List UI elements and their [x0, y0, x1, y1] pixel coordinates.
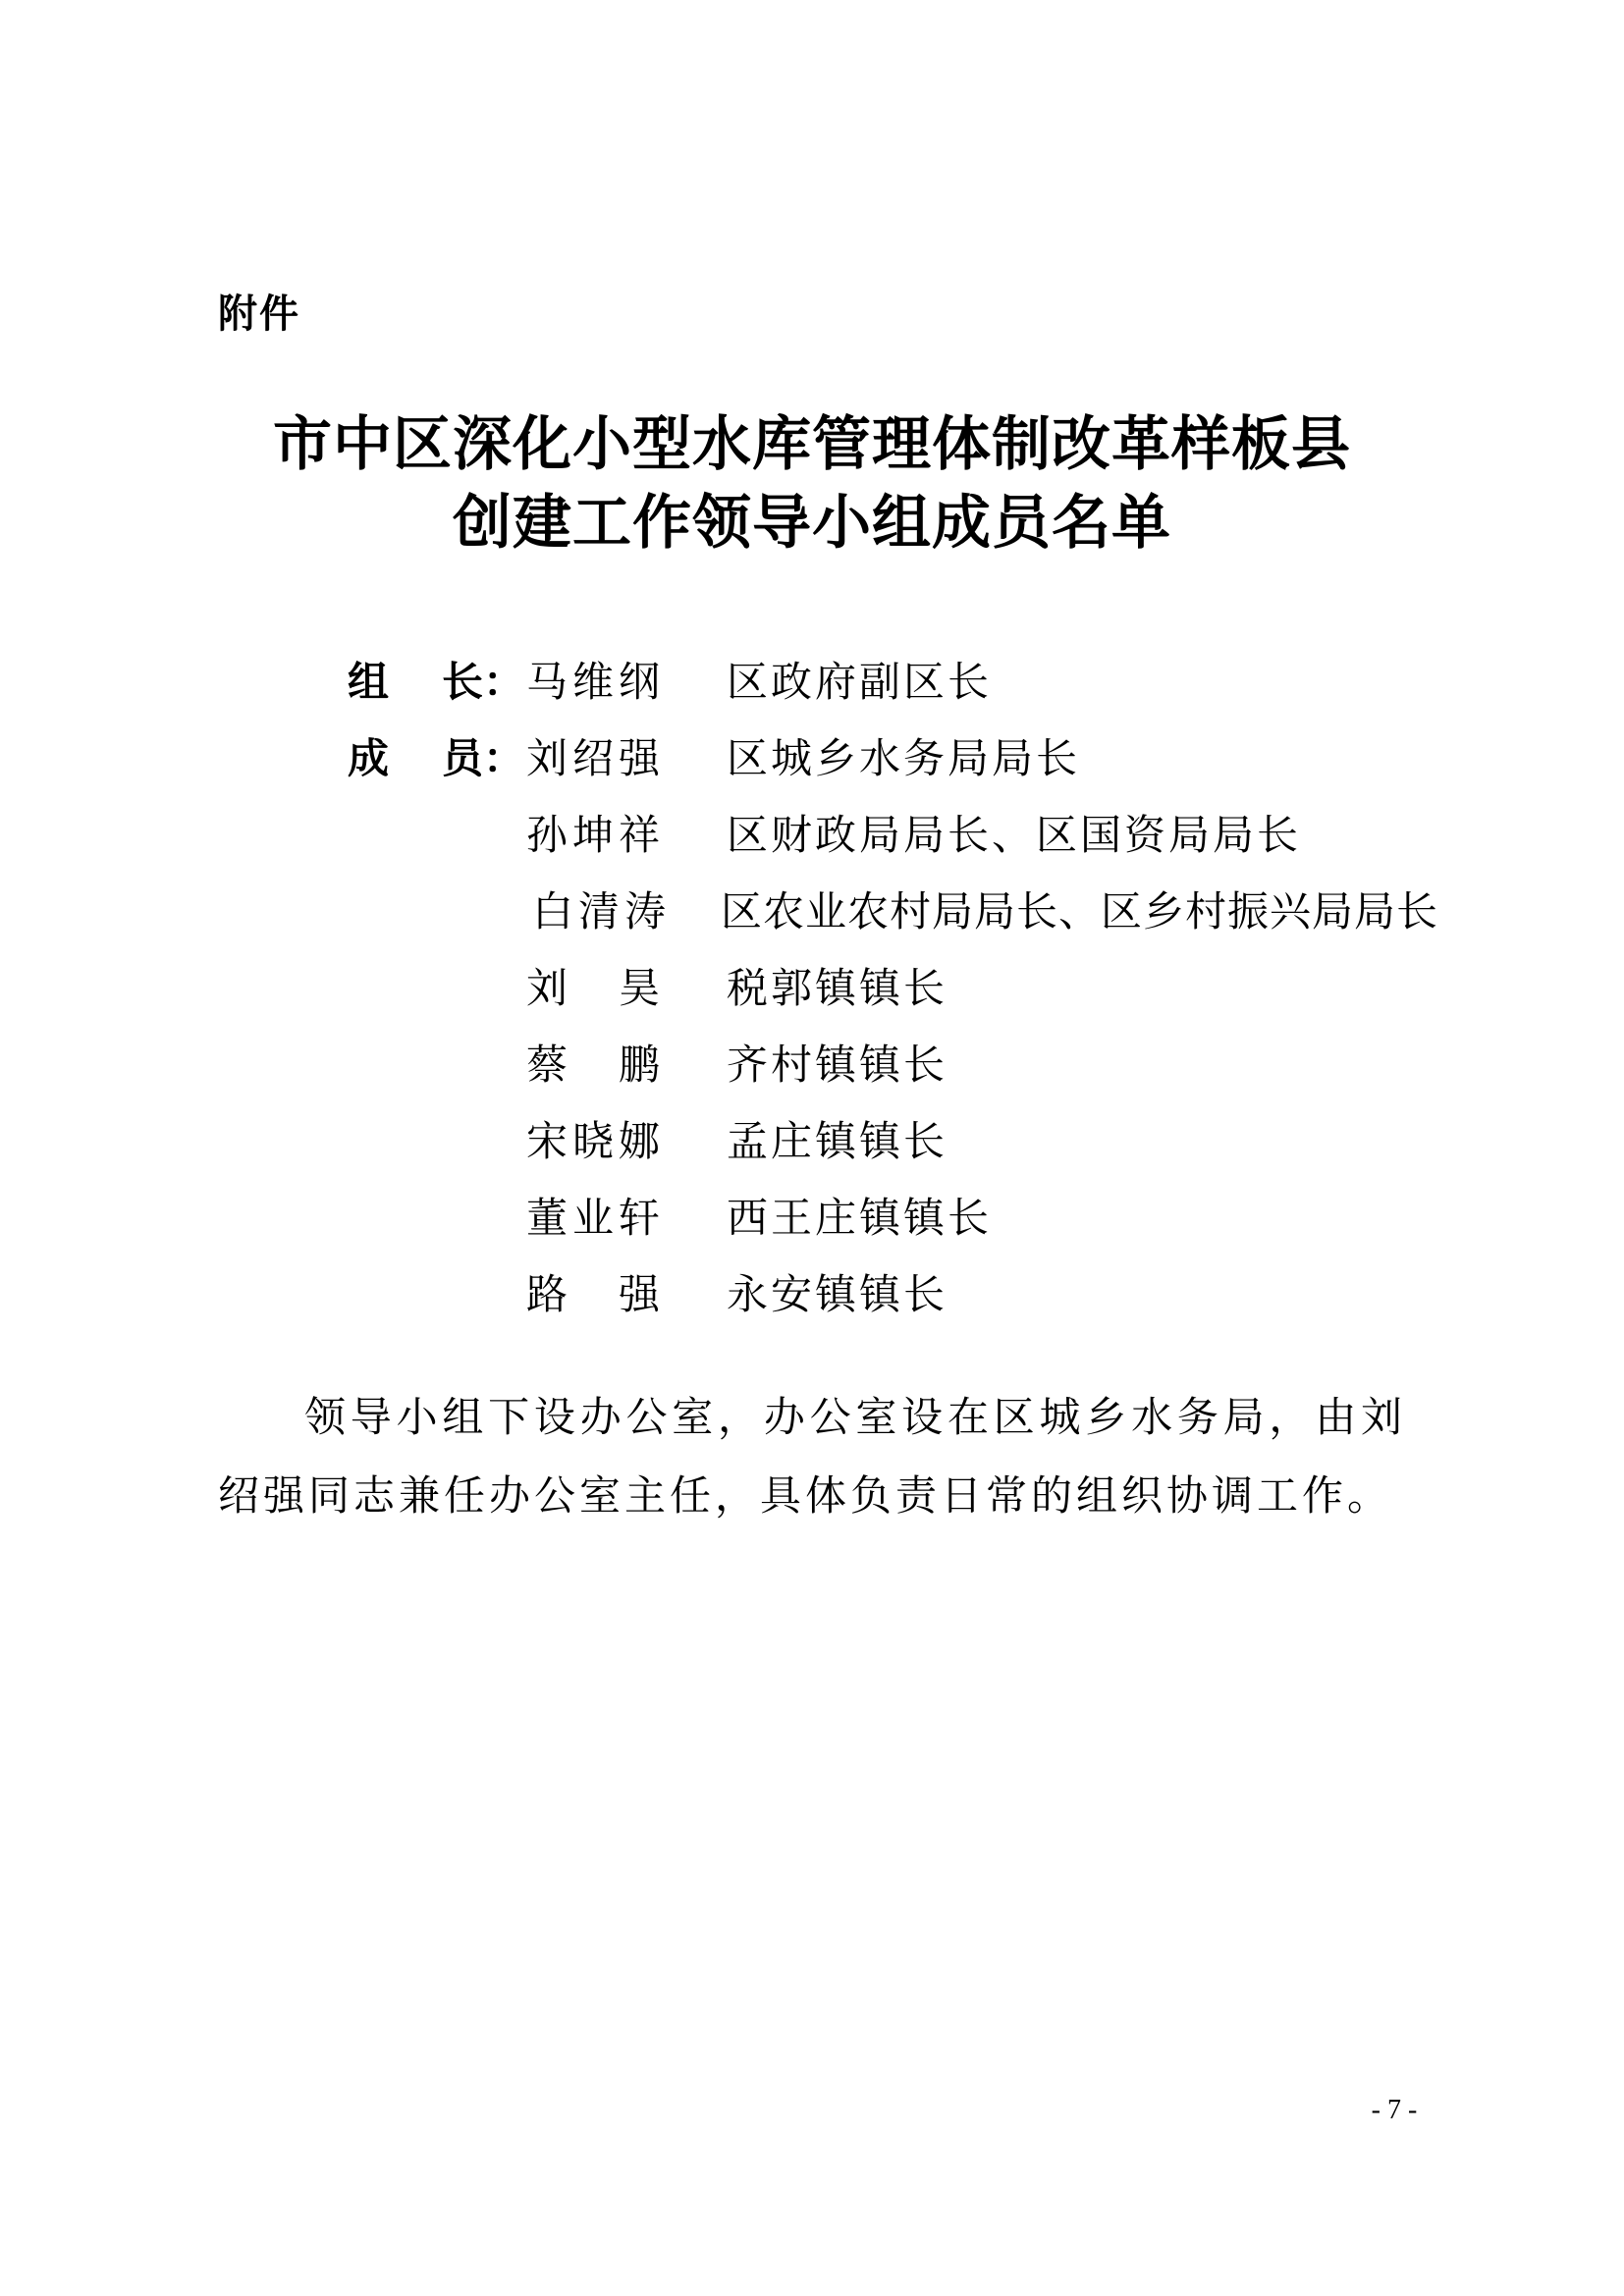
- name-char: 强: [618, 1270, 660, 1318]
- name-char: 白: [532, 887, 574, 935]
- name-char: 宋: [526, 1117, 568, 1165]
- member-position: 区农业农村局局长、区乡村振兴局局长: [721, 887, 1439, 935]
- member-position: 永安镇镇长: [727, 1270, 948, 1318]
- role-char: 长: [441, 658, 483, 706]
- member-position: 西王庄镇镇长: [727, 1194, 993, 1242]
- name-char: 晓: [571, 1117, 614, 1165]
- page-number: - 7 -: [1371, 2095, 1418, 2125]
- document-title-line-1: 市中区深化小型水库管理体制改革样板县: [273, 410, 1351, 479]
- role-char: 员: [441, 734, 483, 782]
- name-char: 刘: [526, 964, 568, 1012]
- name-char: 路: [526, 1270, 568, 1318]
- name-char: 鹏: [618, 1041, 660, 1089]
- member-role: [348, 644, 528, 721]
- office-description-paragraph: 领导小组下设办公室，办公室设在区城乡水务局，由刘绍强同志兼任办公室主任，具体负责日常的组织协调工作。: [218, 1393, 1406, 1520]
- member-name: [526, 1180, 660, 1256]
- name-char: 蔡: [526, 1041, 568, 1089]
- name-char: 孙: [526, 811, 568, 859]
- roster-row: [0, 644, 1624, 721]
- role-colon: ：: [483, 658, 525, 706]
- name-char: 祥: [618, 811, 660, 859]
- roster-row: [0, 797, 1624, 874]
- roster-row: [0, 874, 1624, 950]
- name-char: 绍: [571, 734, 614, 782]
- roster-row: [0, 950, 1624, 1027]
- name-char: 维: [571, 658, 614, 706]
- name-char: 轩: [618, 1194, 660, 1242]
- name-char: 坤: [571, 811, 614, 859]
- name-char: 纲: [618, 658, 660, 706]
- name-char: 刘: [526, 734, 568, 782]
- roster-row: [0, 1103, 1624, 1180]
- name-char: 昊: [618, 964, 660, 1012]
- member-position: 税郭镇镇长: [727, 964, 948, 1012]
- attachment-label: 附件: [218, 292, 300, 337]
- role-colon: ：: [483, 734, 525, 782]
- roster-row: [0, 1256, 1624, 1333]
- member-position: 区财政局局长、区国资局局长: [727, 811, 1302, 859]
- member-roster: [0, 644, 1624, 1333]
- role-char: 成: [348, 734, 390, 782]
- name-char: 强: [618, 734, 660, 782]
- member-position: 孟庄镇镇长: [727, 1117, 948, 1165]
- role-char: 组: [348, 658, 390, 706]
- member-position: 区城乡水务局局长: [727, 734, 1081, 782]
- member-name: [526, 1256, 660, 1333]
- member-name: [526, 644, 660, 721]
- name-char: 清: [577, 887, 620, 935]
- document-title-line-2: 创建工作领导小组成员名单: [453, 489, 1171, 558]
- member-name: [526, 1103, 660, 1180]
- roster-row: [0, 1180, 1624, 1256]
- member-position: 齐村镇镇长: [727, 1041, 948, 1089]
- member-name: [526, 721, 660, 797]
- name-char: 涛: [623, 887, 666, 935]
- member-role: [348, 721, 528, 797]
- name-char: 业: [571, 1194, 614, 1242]
- member-name: [526, 950, 660, 1027]
- roster-row: [0, 1027, 1624, 1103]
- member-name: [526, 797, 660, 874]
- name-char: 董: [526, 1194, 568, 1242]
- roster-row: [0, 721, 1624, 797]
- member-name: [532, 874, 666, 950]
- member-name: [526, 1027, 660, 1103]
- member-position: 区政府副区长: [727, 658, 993, 706]
- name-char: 马: [526, 658, 568, 706]
- name-char: 娜: [618, 1117, 660, 1165]
